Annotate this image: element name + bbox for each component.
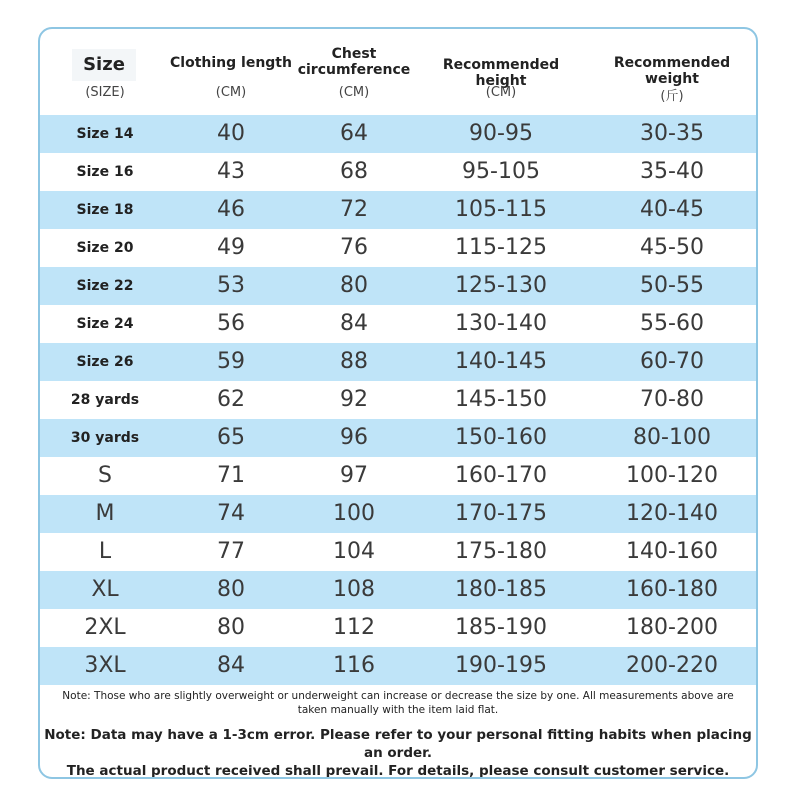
height-cell: 180-185 — [455, 577, 547, 602]
table-row — [40, 495, 756, 533]
weight-cell: 45-50 — [640, 235, 704, 260]
chest-cell: 76 — [340, 235, 368, 260]
size-cell: Size 20 — [76, 240, 134, 256]
chest-cell: 64 — [340, 121, 368, 146]
table-header — [40, 29, 756, 115]
weight-cell: 35-40 — [640, 159, 704, 184]
size-cell: XL — [91, 577, 119, 602]
weight-cell: 180-200 — [626, 615, 718, 640]
weight-cell: 40-45 — [640, 197, 704, 222]
length-cell: 80 — [217, 615, 245, 640]
length-cell: 80 — [217, 577, 245, 602]
header-height-unit: (CM) — [485, 85, 517, 100]
table-row — [40, 571, 756, 609]
table-row — [40, 305, 756, 343]
length-cell: 49 — [217, 235, 245, 260]
chest-cell: 116 — [333, 653, 375, 678]
length-cell: 74 — [217, 501, 245, 526]
header-weight-unit: (斤) — [660, 89, 684, 104]
height-cell: 170-175 — [455, 501, 547, 526]
table-row — [40, 267, 756, 305]
chest-cell: 108 — [333, 577, 375, 602]
weight-cell: 120-140 — [626, 501, 718, 526]
header-size-label: Size — [72, 49, 136, 81]
table-body — [40, 115, 756, 685]
height-cell: 175-180 — [455, 539, 547, 564]
weight-cell: 100-120 — [626, 463, 718, 488]
length-cell: 65 — [217, 425, 245, 450]
height-cell: 115-125 — [455, 235, 547, 260]
table-row — [40, 533, 756, 571]
height-cell: 90-95 — [469, 121, 533, 146]
weight-cell: 60-70 — [640, 349, 704, 374]
size-cell: 28 yards — [70, 392, 140, 408]
length-cell: 62 — [217, 387, 245, 412]
note-error-line2: The actual product received shall prevail. For details, please consult customer service. — [66, 763, 730, 779]
table-row — [40, 647, 756, 685]
length-cell: 40 — [217, 121, 245, 146]
length-cell: 59 — [217, 349, 245, 374]
weight-cell: 50-55 — [640, 273, 704, 298]
weight-cell: 140-160 — [626, 539, 718, 564]
header-size — [40, 29, 170, 115]
header-size-unit: (SIZE) — [85, 85, 125, 100]
size-cell: Size 16 — [76, 164, 134, 180]
header-chest — [292, 29, 416, 115]
height-cell: 145-150 — [455, 387, 547, 412]
header-weight-label: Recommended weight — [613, 55, 731, 87]
length-cell: 84 — [217, 653, 245, 678]
table-row — [40, 229, 756, 267]
length-cell: 56 — [217, 311, 245, 336]
height-cell: 160-170 — [455, 463, 547, 488]
size-cell: 2XL — [84, 615, 126, 640]
note-error — [42, 726, 754, 779]
table-row — [40, 343, 756, 381]
chest-cell: 72 — [340, 197, 368, 222]
length-cell: 53 — [217, 273, 245, 298]
note-error-line1: Note: Data may have a 1-3cm error. Please refer to your personal fitting habits when placing an order. — [44, 727, 752, 761]
header-height — [416, 29, 586, 115]
size-chart-card — [38, 27, 758, 779]
header-height-label: Recommended height — [442, 57, 560, 89]
header-chest-unit: (CM) — [338, 85, 370, 100]
header-clothing-length — [170, 29, 292, 115]
weight-cell: 80-100 — [633, 425, 711, 450]
height-cell: 105-115 — [455, 197, 547, 222]
note-measurement: Note: Those who are slightly overweight or underweight can increase or decrease the size by one. All measurements above are taken manually with the item laid flat. — [62, 690, 734, 716]
chest-cell: 97 — [340, 463, 368, 488]
chest-cell: 100 — [333, 501, 375, 526]
chest-cell: 68 — [340, 159, 368, 184]
chest-cell: 84 — [340, 311, 368, 336]
table-row — [40, 191, 756, 229]
height-cell: 140-145 — [455, 349, 547, 374]
size-cell: L — [98, 539, 112, 564]
header-chest-label: Chest circumference — [297, 46, 411, 78]
length-cell: 71 — [217, 463, 245, 488]
header-weight — [586, 29, 758, 115]
length-cell: 46 — [217, 197, 245, 222]
chest-cell: 112 — [333, 615, 375, 640]
weight-cell: 55-60 — [640, 311, 704, 336]
length-cell: 77 — [217, 539, 245, 564]
size-cell: Size 26 — [76, 354, 134, 370]
chest-cell: 80 — [340, 273, 368, 298]
size-cell: Size 18 — [76, 202, 134, 218]
header-clothing-length-label: Clothing length — [170, 55, 292, 71]
height-cell: 125-130 — [455, 273, 547, 298]
height-cell: 185-190 — [455, 615, 547, 640]
size-cell: M — [95, 501, 115, 526]
table-row — [40, 115, 756, 153]
weight-cell: 70-80 — [640, 387, 704, 412]
size-cell: 30 yards — [70, 430, 140, 446]
table-row — [40, 609, 756, 647]
height-cell: 130-140 — [455, 311, 547, 336]
chest-cell: 104 — [333, 539, 375, 564]
size-cell: Size 14 — [76, 126, 134, 142]
chest-cell: 92 — [340, 387, 368, 412]
height-cell: 150-160 — [455, 425, 547, 450]
size-cell: Size 22 — [76, 278, 134, 294]
table-row — [40, 153, 756, 191]
length-cell: 43 — [217, 159, 245, 184]
size-cell: 3XL — [84, 653, 126, 678]
height-cell: 190-195 — [455, 653, 547, 678]
weight-cell: 200-220 — [626, 653, 718, 678]
chest-cell: 88 — [340, 349, 368, 374]
size-cell: Size 24 — [76, 316, 134, 332]
weight-cell: 160-180 — [626, 577, 718, 602]
size-cell: S — [98, 463, 112, 488]
weight-cell: 30-35 — [640, 121, 704, 146]
height-cell: 95-105 — [462, 159, 540, 184]
header-clothing-length-unit: (CM) — [215, 85, 247, 100]
table-row — [40, 419, 756, 457]
chest-cell: 96 — [340, 425, 368, 450]
table-row — [40, 457, 756, 495]
table-row — [40, 381, 756, 419]
